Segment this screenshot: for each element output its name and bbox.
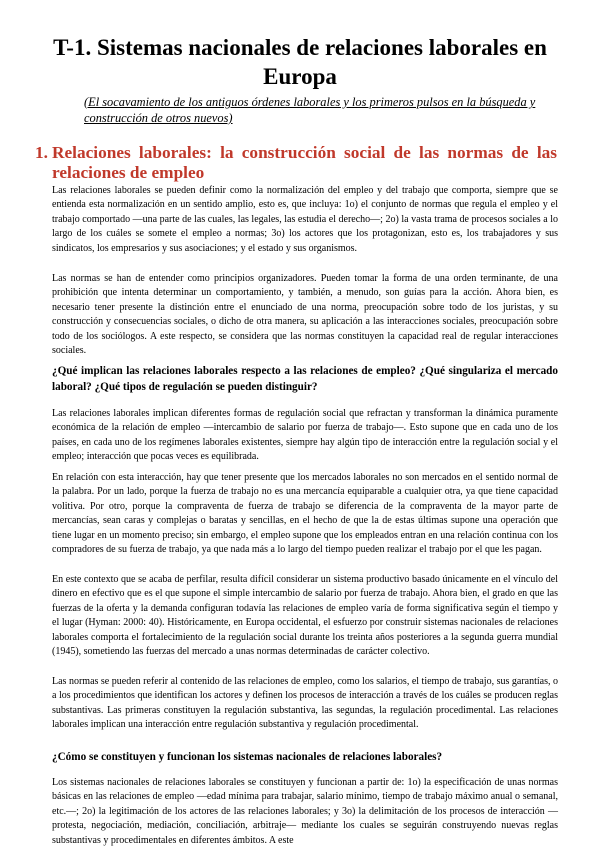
paragraph-2: Las normas se han de entender como principios organizadores. Pueden tomar la forma de una orden terminante, de una prohibición que intenta determinar un comportamiento, y también, a menudo, son guías para la acción. Ahora bien, es necesario tener presente la distinción entre el enunciado de una norma, preocupación sobre todo de los juristas, y su construcción y consecuencias sociales, o dicho de otra manera, su aplicación a las interacciones sociales, preocupación sobre todo de los sociólogos. A este respecto, se considera que las normas constituyen la capacidad real de regular interacciones sociales. (52, 273, 558, 357)
paragraph-5: En este contexto que se acaba de perfilar, resulta difícil considerar un sistema productivo basado únicamente en el vínculo del dinero en efectivo que es el que supone el simple intercambio de salario por fuerza de trabajo. Ahora bien, el grado en que las fuerzas de la oferta y la demanda configuran todavía las relaciones de empleo varía de forma significativa según el tiempo y el lugar (Hyman: 2000: 40). Históricamente, en Europa occidental, el esfuerzo por construir sistemas nacionales de relaciones laborales comporta el fortalecimiento de la regulación social durante los treinta años posteriores a la segunda guerra mundial (1945), sometiendo las fuerzas del mercado a unas normas determinadas de carácter colectivo. (52, 574, 558, 658)
document-subtitle: (El socavamiento de los antiguos órdenes laborales y los primeros pulsos en la búsqueda y construcción de otros nuevos) (84, 95, 536, 125)
section-number: 1. (35, 143, 48, 162)
document-title: T-1. Sistemas nacionales de relaciones laborales en Europa (53, 35, 547, 89)
paragraph-6: Las normas se pueden referir al contenido de las relaciones de empleo, como los salarios, el tiempo de trabajo, sus garantías, o a los procedimientos que identifican los actores y definen los procesos de interacción a través de los cuáles se producen reglas substantivas. Las primeras constituyen la regulación substantiva, las segundas, la regulación procedimental. Las relaciones laborales implican una interacción entre regulación substantiva y regulación procedimental. (52, 676, 558, 731)
paragraph-4: En relación con esta interacción, hay que tener presente que los mercados laborales no son mercados en el sentido normal de la palabra. Por un lado, porque la fuerza de trabajo no es una mercancía equiparable a cualquier otra, ya que tiene capacidad volitiva. Por otro, porque la compraventa de fuerza de trabajo se diferencia de la compraventa de la mayor parte de mercancías, sean caras y complejas o baratas y sencillas, en el hecho de que la de estas últimas supone una operación que tiene lugar en un momento preciso; sin embargo, el empleo supone que los empleados entran en una relación continua con los compradores de su fuerza de trabajo, ya que nada más a lo largo del tiempo pueden realizar el trabajo por el que les pagan. (52, 472, 558, 556)
paragraph-1: Las relaciones laborales se pueden definir como la normalización del empleo y del trabajo que comporta, siempre que se entienda esta normalización en un sentido amplio, esto es, que incluya: 1o) el conjunto de normas que regula el empleo y el trabajo comportado —una parte de las cuales, las legales, las estudia el derecho—; 2o) la vasta trama de procesos sociales a lo largo de los cuáles se somete el empleo a normas; 3o) los actores que los protagonizan, esto es, los trabajadores y sus sindicatos, los empresarios y sus asociaciones; y el estado y sus organismos. (52, 185, 558, 254)
paragraph-3: Las relaciones laborales implican diferentes formas de regulación social que refractan y transforman la dinámica puramente económica de la relación de empleo —intercambio de salario por fuerza de trabajo—. Esto supone que en cada uno de los países, en cada uno de los regímenes laborales existentes, siempre hay algún tipo de interacción entre la regulación social y el empleo; interacción que pocas veces es equilibrada. (52, 408, 558, 463)
section-heading (35, 143, 557, 183)
section-heading-text: Relaciones laborales: la construcción social de las normas de las relaciones de empleo (52, 143, 557, 182)
question-heading-2: ¿Cómo se constituyen y funcionan los sistemas nacionales de relaciones laborales? (52, 751, 443, 763)
paragraph-7: Los sistemas nacionales de relaciones laborales se constituyen y funcionan a partir de: 1o) la especificación de unas normas básicas en las relaciones de empleo —edad mínima para trabajar, salario mínimo, tiempo de trabajo máximo anual o semanal, etc.—; 2o) la legitimación de los actores de las relaciones laborales; y 3o) la delimitación de los procesos de interacción —protesta, negociación, mediación, conciliación, arbitraje— mediante los cuales se seguirán construyendo nuevas reglas substantivas y procedimentales en diferentes ámbitos. A este (52, 777, 558, 846)
question-heading-1: ¿Qué implican las relaciones laborales respecto a las relaciones de empleo? ¿Qué singulariza el mercado laboral? ¿Qué tipos de regulación se pueden distinguir? (52, 365, 558, 393)
